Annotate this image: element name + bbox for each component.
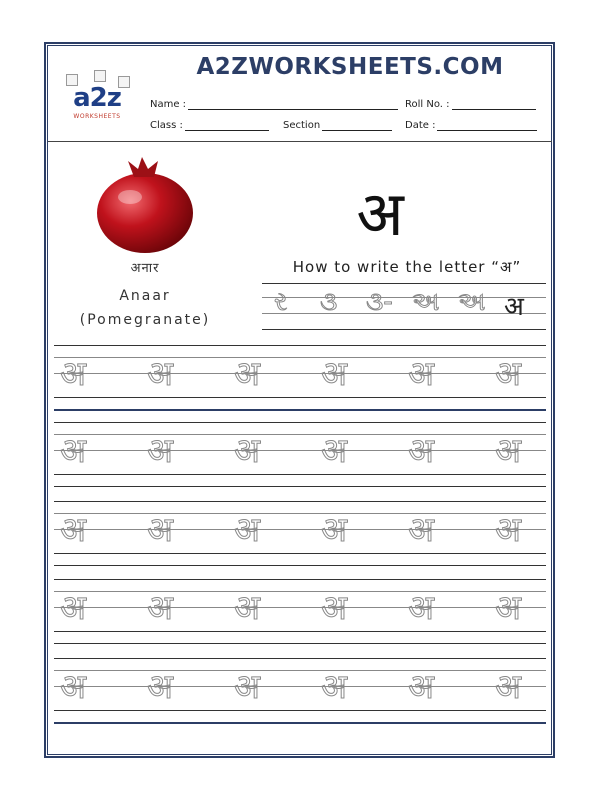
guide-line <box>54 710 546 711</box>
section-line[interactable] <box>322 120 392 131</box>
logo <box>58 70 136 124</box>
object-name-hindi: अनार <box>130 261 160 276</box>
guide-line <box>54 357 546 358</box>
trace-letter[interactable]: अ <box>495 354 521 394</box>
stroke-step: ૩ <box>320 287 338 317</box>
guide-line <box>54 631 546 632</box>
trace-letter[interactable]: अ <box>495 667 521 707</box>
guide-line <box>54 422 546 423</box>
trace-letter[interactable]: अ <box>495 588 521 628</box>
guide-line <box>54 643 546 644</box>
guide-line <box>54 409 546 411</box>
guide-line <box>54 474 546 475</box>
guide-line <box>54 591 546 592</box>
name-label: Name : <box>150 99 187 110</box>
guide-line <box>54 529 546 530</box>
trace-letter[interactable]: अ <box>147 667 173 707</box>
name-field[interactable] <box>150 99 398 110</box>
trace-letter[interactable]: अ <box>234 667 260 707</box>
object-name-english: (Pomegranate) <box>79 312 211 328</box>
trace-letter[interactable]: अ <box>321 510 347 550</box>
guide-line <box>54 450 546 451</box>
stroke-step: અ <box>458 287 486 317</box>
trace-letter[interactable]: अ <box>60 588 86 628</box>
practice-row <box>54 658 546 728</box>
practice-row <box>54 579 546 649</box>
guide-line <box>54 658 546 659</box>
class-label: Class : <box>150 120 183 131</box>
trace-letter[interactable]: अ <box>234 354 260 394</box>
name-line[interactable] <box>188 99 398 110</box>
site-title: A2ZWORKSHEETS.COM <box>196 54 504 80</box>
roll-label: Roll No. : <box>405 99 450 110</box>
trace-letter[interactable]: अ <box>321 588 347 628</box>
date-line[interactable] <box>437 120 537 131</box>
class-field[interactable] <box>150 120 269 131</box>
trace-letter[interactable]: अ <box>60 354 86 394</box>
stroke-order-guide <box>262 283 546 333</box>
date-label: Date : <box>405 120 436 131</box>
trace-letter[interactable]: अ <box>234 510 260 550</box>
trace-letter[interactable]: अ <box>234 431 260 471</box>
trace-letter[interactable]: अ <box>495 431 521 471</box>
section-field[interactable] <box>283 120 392 131</box>
trace-letter[interactable]: अ <box>234 588 260 628</box>
guide-line <box>54 579 546 580</box>
trace-letter[interactable]: अ <box>408 510 434 550</box>
class-line[interactable] <box>185 120 269 131</box>
guide-line <box>54 686 546 687</box>
guide-line <box>54 670 546 671</box>
stroke-step: ર <box>274 287 288 317</box>
stroke-step: ૩- <box>366 287 393 317</box>
trace-letter[interactable]: अ <box>60 510 86 550</box>
trace-letter[interactable]: अ <box>408 588 434 628</box>
trace-letter[interactable]: अ <box>321 431 347 471</box>
guide-line <box>54 513 546 514</box>
guide-line <box>54 501 546 502</box>
guide-line <box>54 434 546 435</box>
object-transliteration: Anaar <box>119 288 171 304</box>
instruction-text: How to write the letter “अ” <box>292 258 522 276</box>
guide-line <box>262 329 546 330</box>
guide-line <box>54 486 546 487</box>
roll-field[interactable] <box>405 99 536 110</box>
trace-letter[interactable]: अ <box>408 354 434 394</box>
lesson-letter: अ <box>356 177 404 250</box>
roll-line[interactable] <box>452 99 536 110</box>
guide-line <box>54 565 546 566</box>
guide-line <box>262 283 546 284</box>
trace-letter[interactable]: अ <box>408 667 434 707</box>
trace-letter[interactable]: अ <box>147 354 173 394</box>
guide-line <box>54 373 546 374</box>
stroke-step: અ <box>412 287 440 317</box>
section-label: Section <box>283 120 321 131</box>
practice-row <box>54 501 546 571</box>
trace-letter[interactable]: अ <box>321 667 347 707</box>
trace-letter[interactable]: अ <box>147 588 173 628</box>
guide-line <box>54 607 546 608</box>
trace-letter[interactable]: अ <box>408 431 434 471</box>
guide-line <box>54 345 546 346</box>
pomegranate-icon <box>90 155 200 255</box>
practice-row <box>54 345 546 415</box>
practice-row <box>54 422 546 492</box>
trace-letter[interactable]: अ <box>60 431 86 471</box>
guide-line <box>54 553 546 554</box>
logo-cube-icon <box>94 70 106 82</box>
trace-letter[interactable]: अ <box>321 354 347 394</box>
trace-letter[interactable]: अ <box>60 667 86 707</box>
trace-letter[interactable]: अ <box>495 510 521 550</box>
logo-subtitle: WORKSHEETS <box>73 113 121 120</box>
logo-text: a2z <box>73 83 121 113</box>
trace-letter[interactable]: अ <box>147 510 173 550</box>
stroke-step: अ <box>504 292 524 322</box>
date-field[interactable] <box>405 120 537 131</box>
guide-line <box>54 722 546 724</box>
trace-letter[interactable]: अ <box>147 431 173 471</box>
guide-line <box>54 397 546 398</box>
header-divider <box>48 141 552 142</box>
